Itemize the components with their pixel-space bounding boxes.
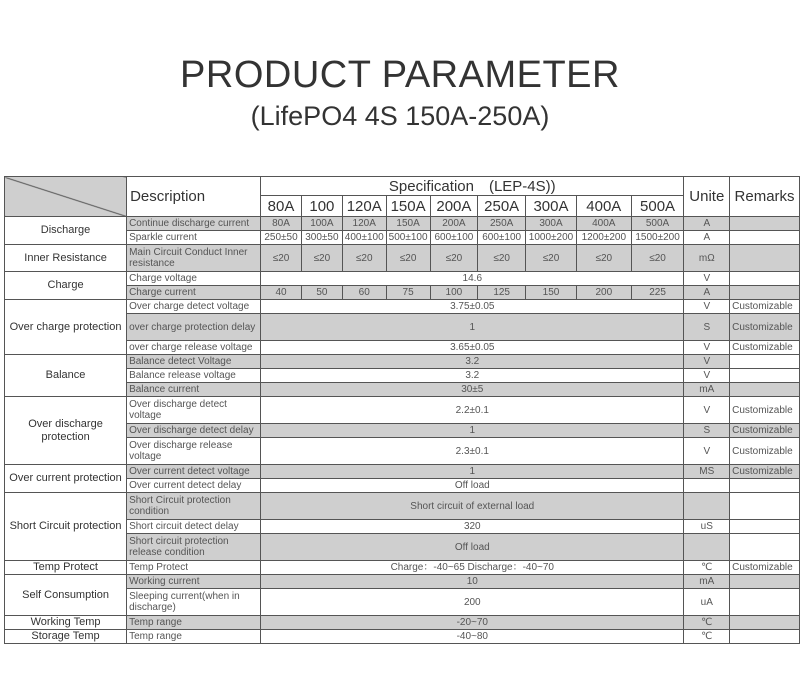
value-cell: Short circuit of external load bbox=[261, 493, 684, 520]
value-cell: -40~80 bbox=[261, 630, 684, 644]
desc-cell: Temp Protect bbox=[127, 561, 261, 575]
value-cell: 400A bbox=[576, 217, 631, 231]
value-cell: ≤20 bbox=[631, 245, 684, 272]
table-row bbox=[5, 217, 800, 231]
desc-cell: Charge voltage bbox=[127, 272, 261, 286]
page-title: PRODUCT PARAMETER bbox=[180, 54, 620, 96]
value-cell: 50 bbox=[301, 286, 342, 300]
parameter-table bbox=[4, 176, 800, 644]
category-cell: Over current protection bbox=[5, 465, 127, 493]
value-cell: 40 bbox=[261, 286, 302, 300]
model-cell: 250A bbox=[478, 196, 526, 217]
value-cell: 1 bbox=[261, 314, 684, 341]
desc-cell: Sparkle current bbox=[127, 231, 261, 245]
value-cell: 400±100 bbox=[342, 231, 386, 245]
unit-cell: mΩ bbox=[684, 245, 730, 272]
value-cell: ≤20 bbox=[576, 245, 631, 272]
value-cell: 500±100 bbox=[386, 231, 430, 245]
value-cell: 1000±200 bbox=[526, 231, 577, 245]
model-cell: 150A bbox=[386, 196, 430, 217]
value-cell: 3.2 bbox=[261, 369, 684, 383]
remark-cell bbox=[730, 520, 800, 534]
desc-cell: Over discharge detect voltage bbox=[127, 397, 261, 424]
value-cell: 30±5 bbox=[261, 383, 684, 397]
unit-cell: V bbox=[684, 272, 730, 286]
category-cell: Short Circuit protection bbox=[5, 493, 127, 561]
model-cell: 200A bbox=[430, 196, 478, 217]
model-cell: 100 bbox=[301, 196, 342, 217]
table-row bbox=[5, 575, 800, 589]
remark-cell bbox=[730, 493, 800, 520]
remark-cell: Customizable bbox=[730, 314, 800, 341]
category-cell: Over discharge protection bbox=[5, 397, 127, 465]
value-cell: ≤20 bbox=[526, 245, 577, 272]
corner-cell bbox=[5, 177, 127, 217]
category-cell: Discharge bbox=[5, 217, 127, 245]
table-row bbox=[5, 355, 800, 369]
unit-cell: A bbox=[684, 286, 730, 300]
page-subtitle: (LifePO4 4S 150A-250A) bbox=[250, 101, 550, 131]
value-cell: 3.65±0.05 bbox=[261, 341, 684, 355]
category-cell: Over charge protection bbox=[5, 300, 127, 355]
model-cell: 500A bbox=[631, 196, 684, 217]
category-cell: Inner Resistance bbox=[5, 245, 127, 272]
unit-cell: V bbox=[684, 369, 730, 383]
value-cell: 150A bbox=[386, 217, 430, 231]
category-cell: Temp Protect bbox=[5, 561, 127, 575]
desc-cell: Over discharge release voltage bbox=[127, 438, 261, 465]
remark-cell bbox=[730, 286, 800, 300]
value-cell: Off load bbox=[261, 534, 684, 561]
desc-cell: Balance release voltage bbox=[127, 369, 261, 383]
unit-cell: mA bbox=[684, 383, 730, 397]
value-cell: 2.3±0.1 bbox=[261, 438, 684, 465]
value-cell: 3.75±0.05 bbox=[261, 300, 684, 314]
value-cell: 320 bbox=[261, 520, 684, 534]
category-cell: Balance bbox=[5, 355, 127, 397]
remark-cell bbox=[730, 231, 800, 245]
unit-cell: MS bbox=[684, 465, 730, 479]
desc-cell: Charge current bbox=[127, 286, 261, 300]
model-cell: 80A bbox=[261, 196, 302, 217]
value-cell: 225 bbox=[631, 286, 684, 300]
value-cell: 250A bbox=[478, 217, 526, 231]
desc-cell: Over discharge detect delay bbox=[127, 424, 261, 438]
table-row bbox=[5, 616, 800, 630]
value-cell: 120A bbox=[342, 217, 386, 231]
unit-cell: V bbox=[684, 300, 730, 314]
desc-cell: Over charge detect voltage bbox=[127, 300, 261, 314]
remark-cell bbox=[730, 369, 800, 383]
desc-cell: Over current detect delay bbox=[127, 479, 261, 493]
desc-cell: Short Circuit protection condition bbox=[127, 493, 261, 520]
value-cell: ≤20 bbox=[478, 245, 526, 272]
remark-cell: Customizable bbox=[730, 397, 800, 424]
desc-cell: Temp range bbox=[127, 630, 261, 644]
unit-cell: S bbox=[684, 424, 730, 438]
value-cell: 200 bbox=[261, 589, 684, 616]
remark-cell: Customizable bbox=[730, 465, 800, 479]
category-cell: Self Consumption bbox=[5, 575, 127, 616]
remark-cell: Customizable bbox=[730, 561, 800, 575]
value-cell: 1 bbox=[261, 424, 684, 438]
table-row bbox=[5, 493, 800, 520]
value-cell: 75 bbox=[386, 286, 430, 300]
table-row bbox=[5, 300, 800, 314]
value-cell: Charge：-40~65 Discharge：-40~70 bbox=[261, 561, 684, 575]
value-cell: ≤20 bbox=[261, 245, 302, 272]
desc-cell: Working current bbox=[127, 575, 261, 589]
table-row bbox=[5, 272, 800, 286]
unit-cell: uS bbox=[684, 520, 730, 534]
desc-cell: Balance current bbox=[127, 383, 261, 397]
value-cell: 200A bbox=[430, 217, 478, 231]
remark-cell bbox=[730, 575, 800, 589]
desc-cell: Temp range bbox=[127, 616, 261, 630]
unit-cell bbox=[684, 493, 730, 520]
remark-cell: Customizable bbox=[730, 424, 800, 438]
unit-cell: ℃ bbox=[684, 561, 730, 575]
desc-cell: Over current detect voltage bbox=[127, 465, 261, 479]
desc-cell: Sleeping current(when in discharge) bbox=[127, 589, 261, 616]
value-cell: ≤20 bbox=[342, 245, 386, 272]
desc-cell: Short circuit detect delay bbox=[127, 520, 261, 534]
category-cell: Working Temp bbox=[5, 616, 127, 630]
unit-cell: V bbox=[684, 438, 730, 465]
table-row bbox=[5, 561, 800, 575]
value-cell: 60 bbox=[342, 286, 386, 300]
desc-cell: Balance detect Voltage bbox=[127, 355, 261, 369]
value-cell: 1200±200 bbox=[576, 231, 631, 245]
unit-cell: A bbox=[684, 231, 730, 245]
header-row bbox=[5, 177, 800, 196]
value-cell: 3.2 bbox=[261, 355, 684, 369]
remark-cell bbox=[730, 616, 800, 630]
remarks-header: Remarks bbox=[730, 177, 800, 217]
table-row bbox=[5, 630, 800, 644]
value-cell: 600±100 bbox=[478, 231, 526, 245]
remark-cell: Customizable bbox=[730, 300, 800, 314]
value-cell: 1 bbox=[261, 465, 684, 479]
value-cell: 10 bbox=[261, 575, 684, 589]
remark-cell bbox=[730, 534, 800, 561]
category-cell: Storage Temp bbox=[5, 630, 127, 644]
value-cell: 1500±200 bbox=[631, 231, 684, 245]
value-cell: 100A bbox=[301, 217, 342, 231]
remark-cell: Customizable bbox=[730, 341, 800, 355]
table-row bbox=[5, 245, 800, 272]
table-row bbox=[5, 397, 800, 424]
unit-cell: S bbox=[684, 314, 730, 341]
model-cell: 400A bbox=[576, 196, 631, 217]
value-cell: 250±50 bbox=[261, 231, 302, 245]
value-cell: 100 bbox=[430, 286, 478, 300]
value-cell: -20~70 bbox=[261, 616, 684, 630]
remark-cell bbox=[730, 479, 800, 493]
value-cell: 80A bbox=[261, 217, 302, 231]
value-cell: 14.6 bbox=[261, 272, 684, 286]
value-cell: 500A bbox=[631, 217, 684, 231]
unit-cell: V bbox=[684, 397, 730, 424]
remark-cell bbox=[730, 245, 800, 272]
remark-cell bbox=[730, 630, 800, 644]
unit-cell: A bbox=[684, 217, 730, 231]
value-cell: 125 bbox=[478, 286, 526, 300]
value-cell: 300±50 bbox=[301, 231, 342, 245]
desc-cell: over charge protection delay bbox=[127, 314, 261, 341]
remark-cell bbox=[730, 589, 800, 616]
unit-cell bbox=[684, 479, 730, 493]
unit-cell: ℃ bbox=[684, 616, 730, 630]
desc-cell: Main Circuit Conduct Inner resistance bbox=[127, 245, 261, 272]
value-cell: ≤20 bbox=[430, 245, 478, 272]
remark-cell: Customizable bbox=[730, 438, 800, 465]
value-cell: ≤20 bbox=[301, 245, 342, 272]
value-cell: 2.2±0.1 bbox=[261, 397, 684, 424]
value-cell: Off load bbox=[261, 479, 684, 493]
value-cell: 150 bbox=[526, 286, 577, 300]
remark-cell bbox=[730, 217, 800, 231]
unit-cell: uA bbox=[684, 589, 730, 616]
remark-cell bbox=[730, 355, 800, 369]
unit-cell: V bbox=[684, 355, 730, 369]
value-cell: 300A bbox=[526, 217, 577, 231]
remark-cell bbox=[730, 383, 800, 397]
value-cell: 200 bbox=[576, 286, 631, 300]
desc-cell: Continue discharge current bbox=[127, 217, 261, 231]
description-header: Description bbox=[127, 177, 261, 217]
unite-header: Unite bbox=[684, 177, 730, 217]
specification-header: Specification (LEP-4S)) bbox=[261, 177, 684, 196]
unit-cell: ℃ bbox=[684, 630, 730, 644]
table-row bbox=[5, 465, 800, 479]
unit-cell bbox=[684, 534, 730, 561]
remark-cell bbox=[730, 272, 800, 286]
value-cell: 600±100 bbox=[430, 231, 478, 245]
model-cell: 120A bbox=[342, 196, 386, 217]
value-cell: ≤20 bbox=[386, 245, 430, 272]
desc-cell: over charge release voltage bbox=[127, 341, 261, 355]
model-cell: 300A bbox=[526, 196, 577, 217]
desc-cell: Short circuit protection release condition bbox=[127, 534, 261, 561]
unit-cell: mA bbox=[684, 575, 730, 589]
unit-cell: V bbox=[684, 341, 730, 355]
category-cell: Charge bbox=[5, 272, 127, 300]
